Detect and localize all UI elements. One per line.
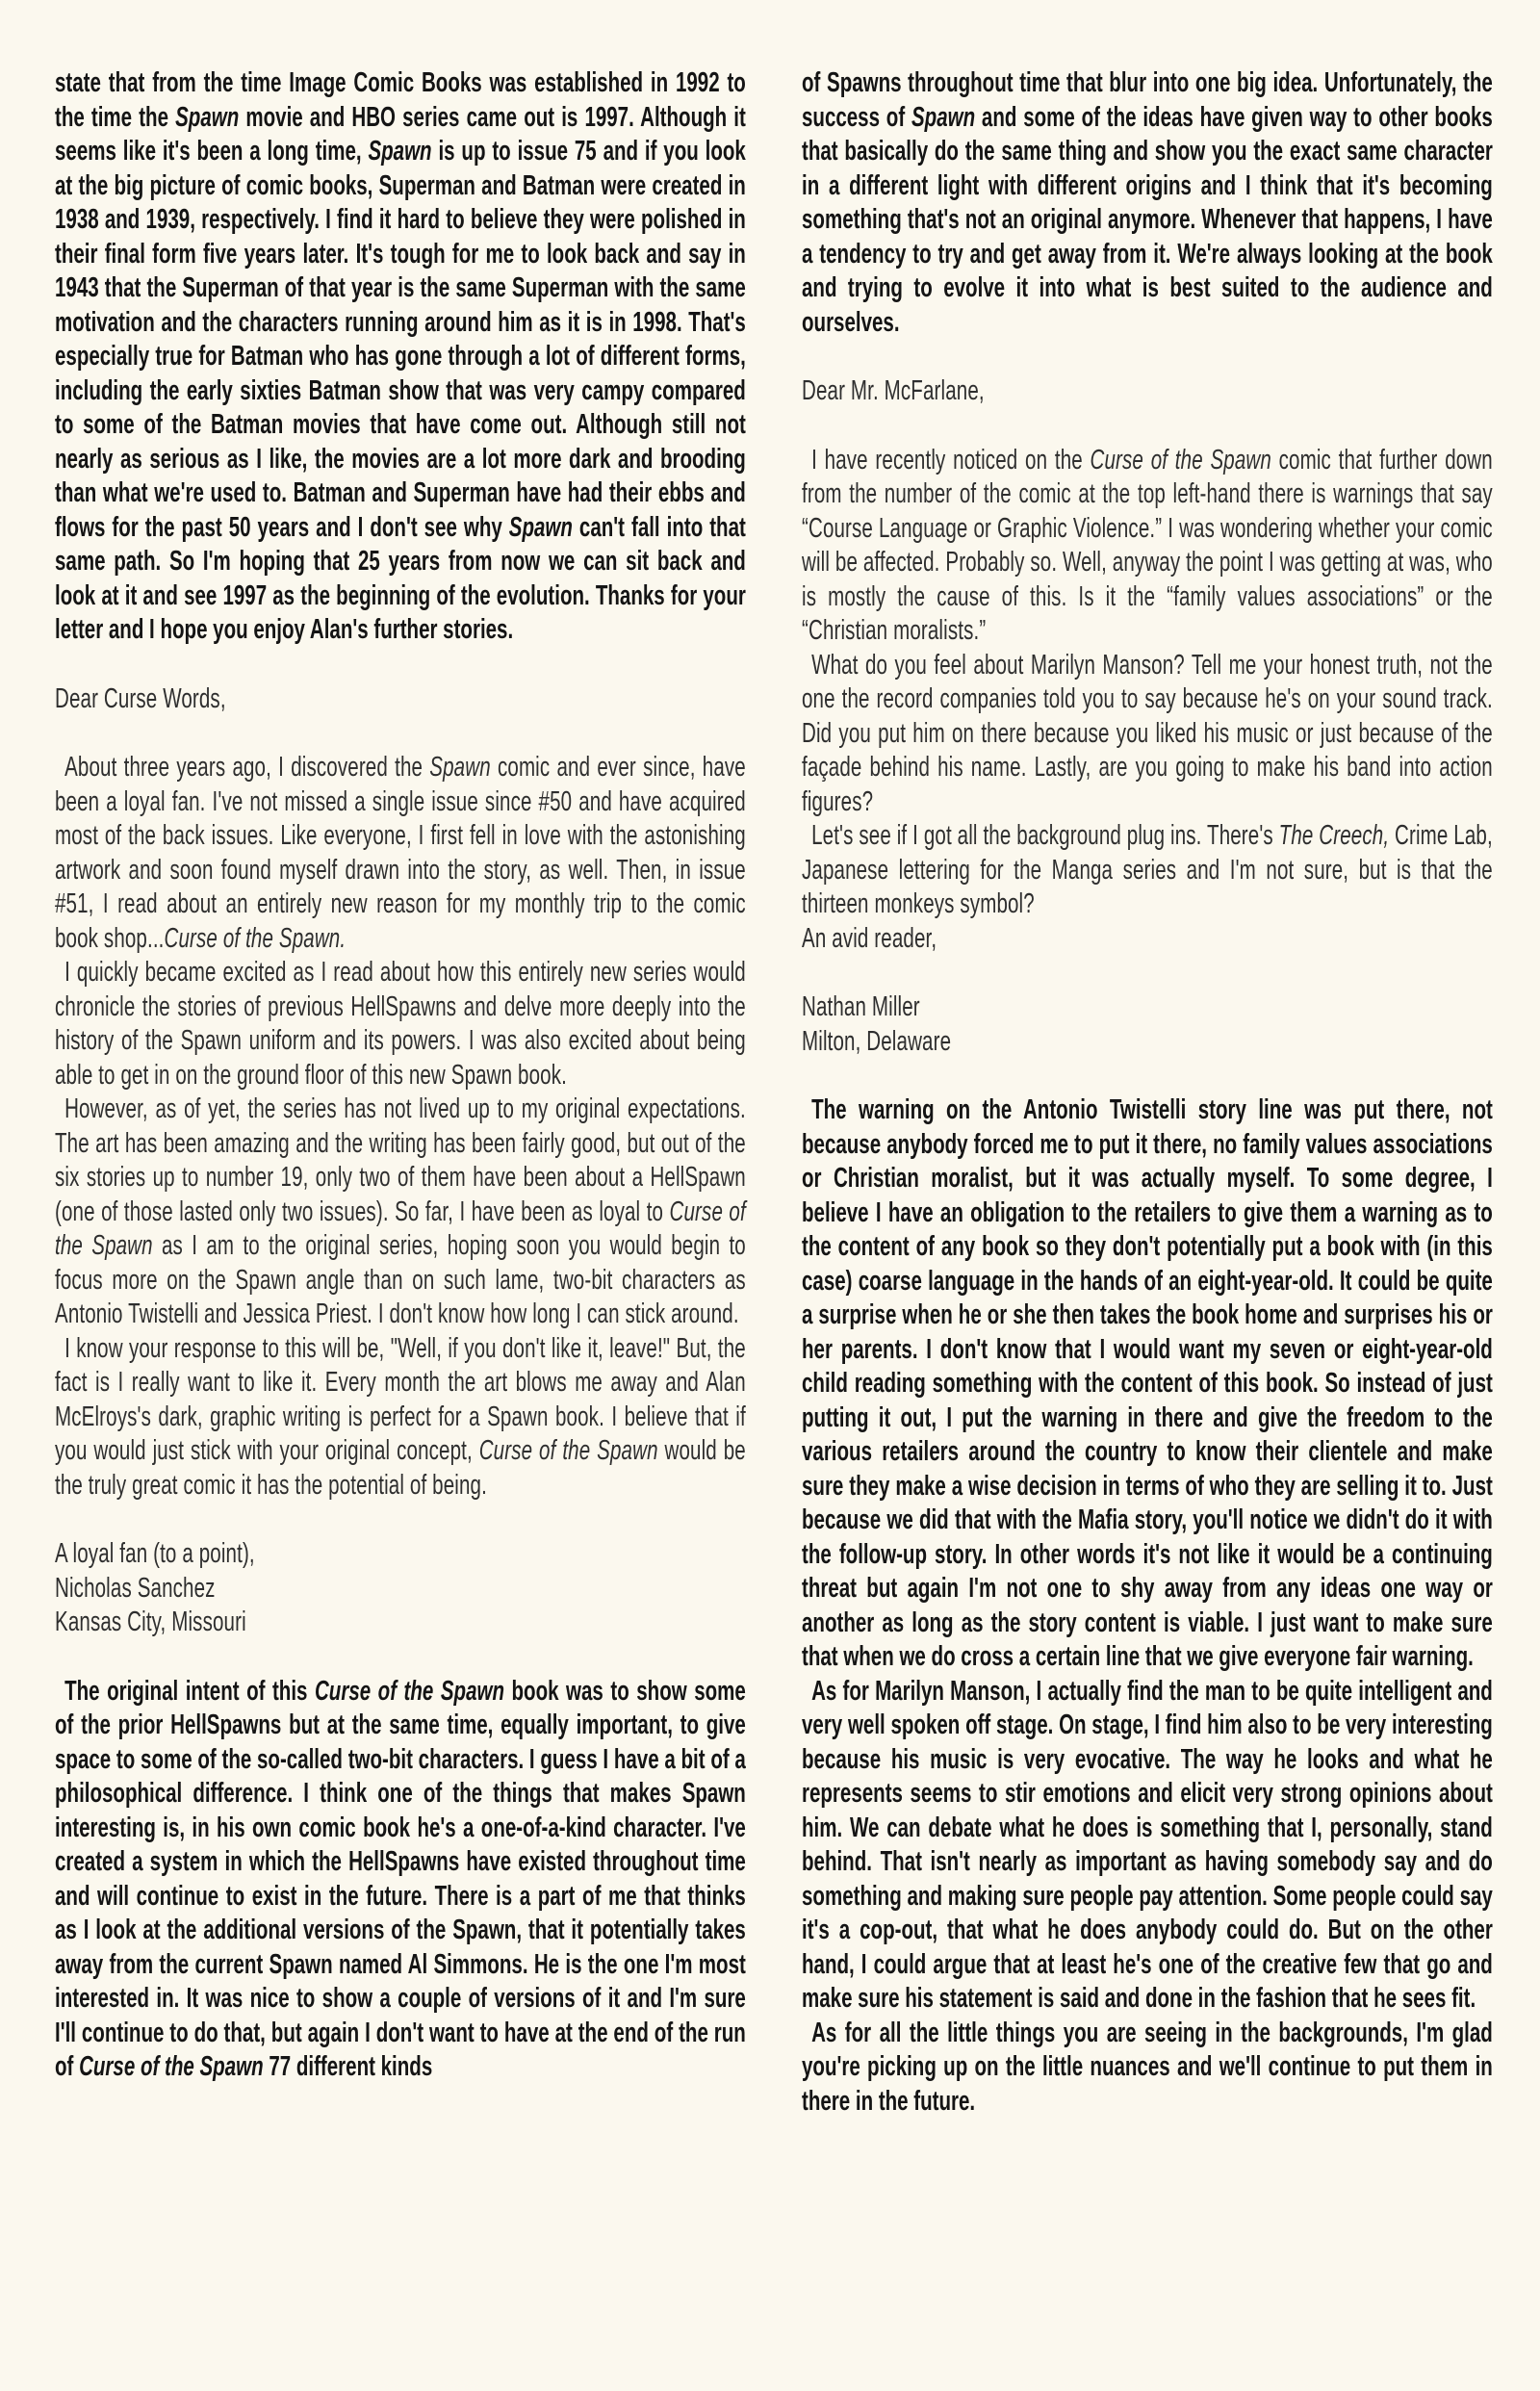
letter-author-location: Milton, Delaware [802, 1025, 952, 1057]
left-column [55, 66, 746, 2085]
italic-title: Spawn [429, 752, 491, 783]
text-segment: of Spawns throughout time that blur into one big idea. Unfortunately, the success of [802, 67, 1493, 133]
text-segment: is up to issue 75 and if you look at the big picture of comic books, Superman and Batman were created in 1938 and 1939, respectively. I find it hard to believe they were polished in their final form five years later. It's tough for me to look back and say in 1943 that the Superman of that year is the same Superman with the same motivation and the characters running around him as it is in 1998. That's especially true for Batman who has gone through a lot of different forms, including the early sixties Batman show that was very campy compared to some of the Batman movies that have come out. Although still not nearly as serious as I like, the movies are a lot more dark and brooding than what we're used to. Batman and Superman have had their ebbs and flows for the past 50 years and I don't see why [55, 136, 746, 543]
letter-paragraph [55, 1093, 746, 1332]
text-segment: would be the truly great comic it has the potential of being. [55, 1435, 746, 1501]
letter-paragraph [802, 649, 1493, 820]
letter-paragraph [802, 819, 1493, 922]
letter-paragraph [55, 1332, 746, 1504]
text-segment: comic and ever since, have been a loyal fan. I've not missed a single issue since #50 and have acquired most of the back issues. Like everyone, I first fell in love with the astonishing artwork and soon found myself drawn into the story, as well. Then, in issue #51, I read about an entirely new reason for my monthly trip to the comic book shop... [55, 752, 746, 954]
letter-paragraph [55, 751, 746, 956]
editor-reply-paragraph [55, 66, 746, 648]
italic-title: Spawn [368, 136, 432, 167]
letter-signoff: A loyal fan (to a point), [55, 1538, 255, 1569]
letter-author-name: Nathan Miller [802, 991, 920, 1022]
right-column [802, 66, 1493, 2119]
letter-paragraph [802, 444, 1493, 649]
text-segment: Let's see if I got all the background plug ins. There's [811, 820, 1279, 851]
text-segment: What do you feel about Marilyn Manson? Tell me your honest truth, not the one the record companies told you to say because he's on your sound track. Did you put him on there because you liked his music or just because of the façade behind his name. Lastly, are you going to make his band into action figures? [802, 649, 1493, 817]
letter-signoff: An avid reader, [802, 922, 937, 954]
text-segment: I have recently noticed on the [811, 444, 1091, 476]
editor-reply-paragraph [802, 1093, 1493, 1675]
italic-title: Curse of the Spawn [55, 1196, 746, 1261]
text-segment: movie and HBO series came out is 1997. Although it seems like it's been a long time, [55, 101, 746, 167]
text-segment: 77 different kinds [263, 2051, 433, 2082]
italic-title: Curse of the Spawn. [164, 922, 346, 954]
italic-title: Spawn [508, 511, 573, 543]
italic-title: Spawn [911, 101, 976, 133]
editor-reply-paragraph [55, 1675, 746, 2085]
letter-salutation: Dear Curse Words, [55, 682, 226, 714]
text-segment: I know your response to this will be, "Well, if you don't like it, leave!" But, the fact is I really want to like it. Every month the art blows me away and Alan McElroys's dark, graphic writing is perfect for a Spawn book. I believe that if you would just stick with your original concept, [55, 1332, 746, 1466]
text-segment: and some of the ideas have given way to other books that basically do the same thing and show you the exact same character in a different light with different origins and I think that it's becoming something that's not an original anymore. Whenever that happens, I have a tendency to try and get away from it. We're always looking at the book and trying to evolve it into what is best suited to the audience and ourselves. [802, 101, 1493, 338]
italic-title: Curse of the Spawn [79, 2051, 264, 2082]
italic-title: Curse of the Spawn [1090, 444, 1271, 476]
text-segment: state that from the time Image Comic Books was established in 1992 to the time the [55, 67, 746, 133]
text-segment: As for all the little things you are seeing in the backgrounds, I'm glad you're picking up on the little nuances and we'll continue to put them in there in the future. [802, 2017, 1493, 2117]
editor-reply-paragraph [802, 2017, 1493, 2120]
text-segment: The original intent of this [64, 1675, 315, 1707]
italic-title: Curse of the Spawn [314, 1675, 504, 1707]
text-segment: book was to show some of the prior HellSpawns but at the same time, equally important, to give space to some of the so-called two-bit characters. I guess I have a bit of a philosophical difference. I think one of the things that makes Spawn interesting is, in his own comic book he's a one-of-a-kind character. I've created a system in which the HellSpawns have existed throughout time and will continue to exist in the future. There is a part of me that thinks as I look at the additional versions of the Spawn, that it potentially takes away from the current Spawn named Al Simmons. He is the one I'm most interested in. It was nice to show a couple of versions of it and I'm sure I'll continue to do that, but again I don't want to have at the end of the run of [55, 1675, 746, 2082]
text-segment: can't fall into that same path. So I'm hoping that 25 years from now we can sit back and look at it and see 1997 as the beginning of the evolution. Thanks for your letter and I hope you enjoy Alan's further stories. [55, 511, 746, 645]
text-segment: as I am to the original series, hoping soon you would begin to focus more on the Spawn angle than on such lame, two-bit characters as Antonio Twistelli and Jessica Priest. I don't know how long I can stick around. [55, 1230, 746, 1329]
italic-title: Curse of the Spawn [478, 1435, 658, 1466]
italic-title: Spawn [175, 101, 240, 133]
letter-author-name: Nicholas Sanchez [55, 1572, 216, 1604]
text-segment: The warning on the Antonio Twistelli story line was put there, not because anybody forced me to put it there, no family values associations or Christian moralist, but it was actually myself. To some degree, I believe I have an obligation to the retailers to give them a warning as to the content of any book so they don't potentially put a book with (in this case) coarse language in the hands of an eight-year-old. It could be quite a surprise when he or she then takes the book home and surprises his or her parents. I don't know that I would want my seven or eight-year-old child reading something with the content of this book. So instead of just putting it out, I put the warning in there and give the freedom to the various retailers around the country to know their clientele and make sure they make a wise decision in terms of who they are selling it to. Just because we did that with the Mafia story, you'll notice we didn't do it with the follow-up story. In other words it's not like it would be a continuing threat but again I'm not one to shy away from any ideas one way or another as long as the story content is viable. I just want to make sure that when we do cross a certain line that we give everyone fair warning. [802, 1094, 1493, 1672]
text-segment: About three years ago, I discovered the [64, 752, 430, 783]
editor-reply-paragraph [802, 1675, 1493, 2017]
editor-reply-paragraph [802, 66, 1493, 340]
text-segment: Crime Lab, Japanese lettering for the Manga series and I'm not sure, but is that the thirteen monkeys symbol? [802, 820, 1493, 919]
letter-paragraph [55, 956, 746, 1093]
text-segment: I quickly became excited as I read about how this entirely new series would chronicle the stories of previous HellSpawns and delve more deeply into the history of the Spawn uniform and its powers. I was also excited about being able to get in on the ground floor of this new Spawn book. [55, 957, 746, 1091]
text-segment: As for Marilyn Manson, I actually find the man to be quite intelligent and very well spoken off stage. On stage, I find him also to be very interesting because his music is very evocative. The way he looks and what he represents seems to stir emotions and elicit very strong opinions about him. We can debate what he does is something that I, personally, stand behind. That isn't nearly as important as having somebody say and do something and making sure people pay attention. Some people could say it's a cop-out, that what he does anybody could do. But on the other hand, I could argue that at least he's one of the creative few that go and make sure his statement is said and done in the fashion that he sees fit. [802, 1675, 1493, 2014]
text-segment: However, as of yet, the series has not lived up to my original expectations. The art has been amazing and the writing has been fairly good, but out of the six stories up to number 19, only two of them have been about a HellSpawn (one of those lasted only two issues). So far, I have been as loyal to [55, 1093, 746, 1227]
letter-salutation: Dear Mr. McFarlane, [802, 375, 985, 406]
italic-title: The Creech, [1278, 820, 1390, 851]
letter-author-location: Kansas City, Missouri [55, 1607, 246, 1637]
text-segment: comic that further down from the number of the comic at the top left-hand there is warnings that say “Course Language or Graphic Violence.” I was wondering whether your comic will be affected. Probably so. Well, anyway the point I was getting at was, who is mostly the cause of this. Is it the “family values associations” or the “Christian moralists.” [802, 444, 1493, 646]
